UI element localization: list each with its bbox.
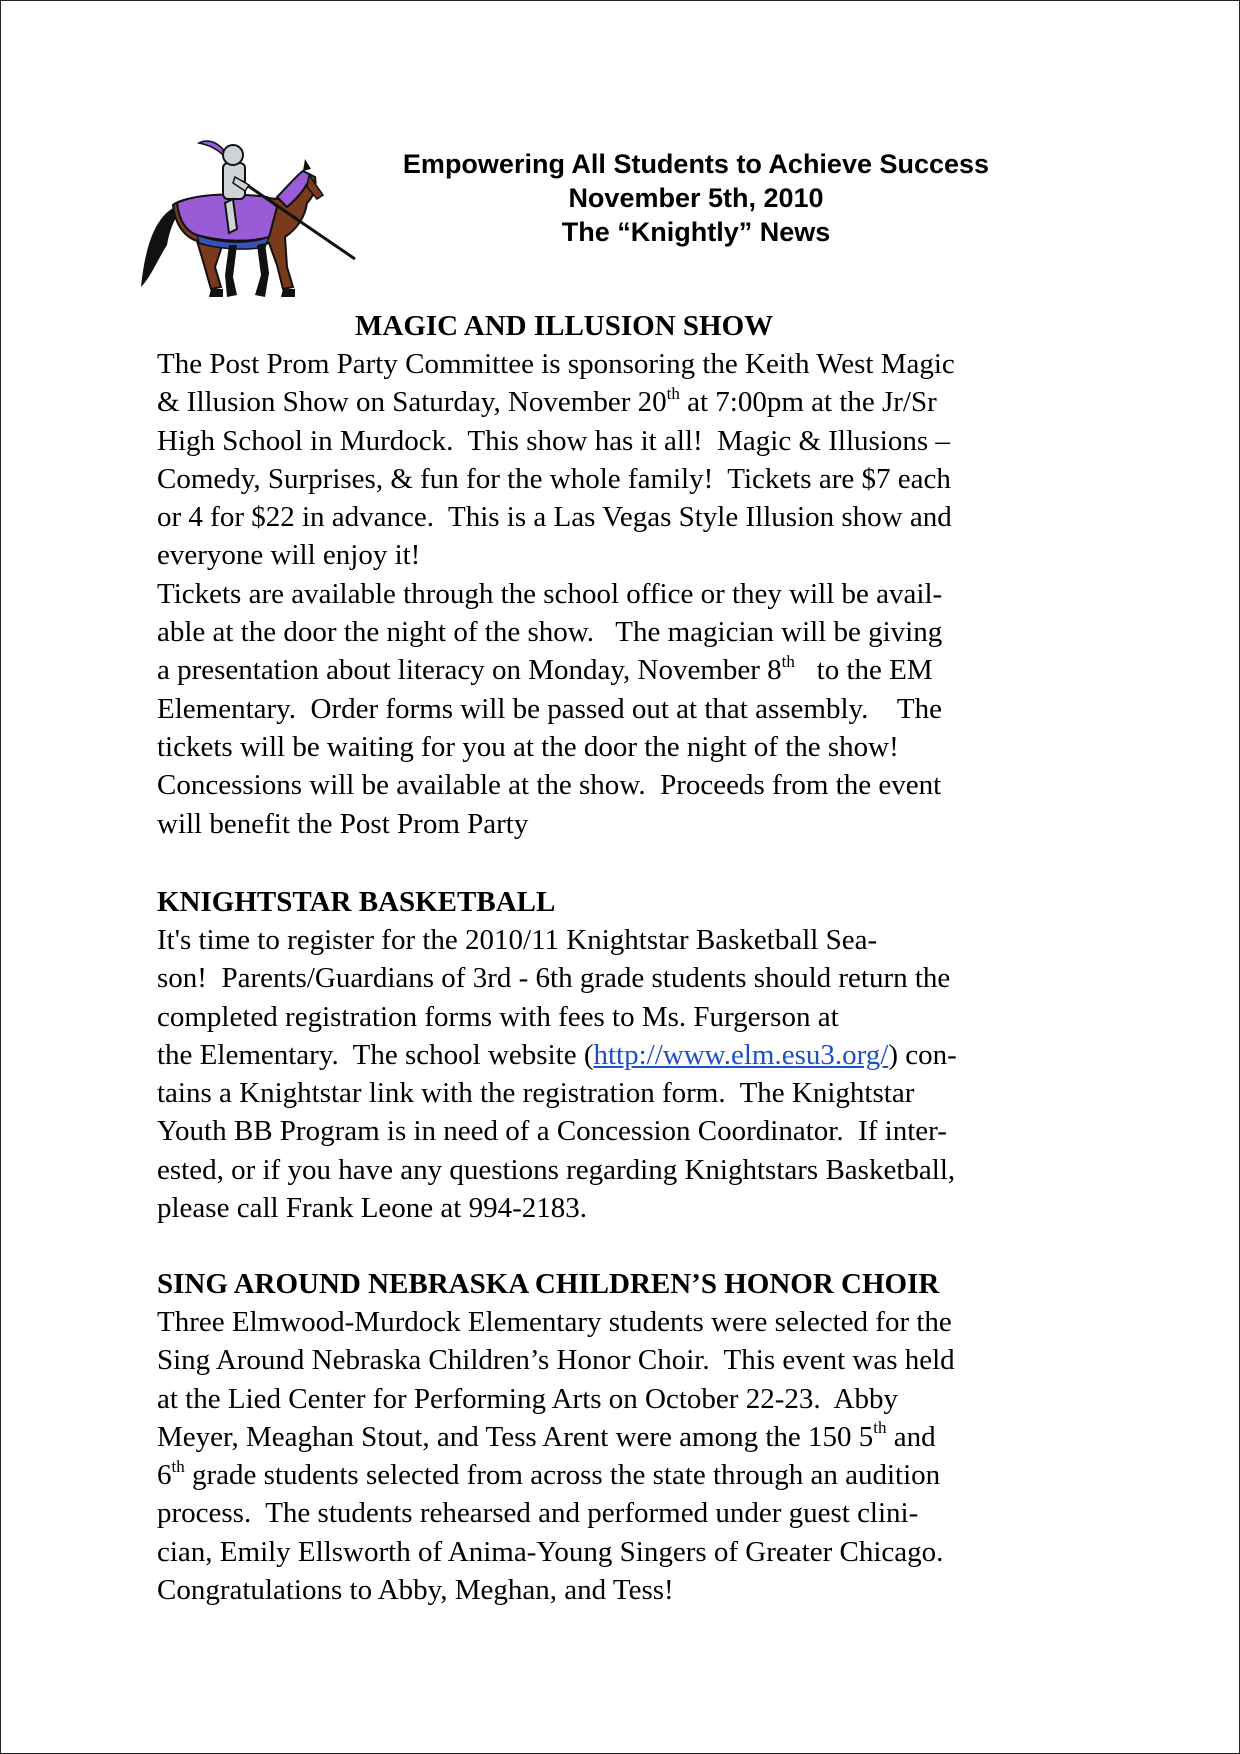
school-website-link[interactable]: http://www.elm.esu3.org/ — [593, 1038, 889, 1071]
knight-on-horse-icon — [137, 137, 359, 305]
choir-line: at the Lied Center for Performing Arts on October 22-23. Abby — [157, 1382, 898, 1415]
choir-article — [157, 1303, 1087, 1609]
basketball-article — [157, 921, 1087, 1227]
magic-line: a presentation about literacy on Monday, November 8th to the EM — [157, 651, 933, 687]
masthead-tagline: Empowering All Students to Achieve Success — [402, 149, 990, 179]
choir-line: Sing Around Nebraska Children’s Honor Choir. This event was held — [157, 1344, 955, 1377]
magic-line: or 4 for $22 in advance. This is a Las Vegas Style Illusion show and — [157, 501, 952, 534]
basketball-line: son! Parents/Guardians of 3rd - 6th grade students should return the — [157, 962, 951, 995]
magic-line: Tickets are available through the school office or they will be avail- — [157, 577, 943, 610]
choir-line: cian, Emily Ellsworth of Anima-Young Singers of Greater Chicago. — [157, 1535, 944, 1568]
choir-line: Congratulations to Abby, Meghan, and Tess! — [157, 1574, 674, 1607]
basketball-line: please call Frank Leone at 994-2183. — [157, 1192, 588, 1225]
magic-line: tickets will be waiting for you at the door the night of the show! — [157, 730, 899, 763]
magic-line: Elementary. Order forms will be passed out at that assembly. The — [157, 692, 942, 725]
basketball-line: the Elementary. The school website (http://www.elm.esu3.org/) con- — [157, 1038, 957, 1071]
magic-line: everyone will enjoy it! — [157, 539, 421, 572]
magic-article — [157, 345, 1087, 843]
magic-line: Concessions will be available at the show. Proceeds from the event — [157, 769, 942, 802]
choir-heading: SING AROUND NEBRASKA CHILDREN’S HONOR CHOIR — [157, 1268, 940, 1300]
masthead — [341, 147, 1051, 249]
magic-line: The Post Prom Party Committee is sponsoring the Keith West Magic — [157, 348, 955, 380]
masthead-date: November 5th, 2010 — [568, 183, 824, 213]
magic-line: High School in Murdock. This show has it all! Magic & Illusions – — [157, 424, 950, 457]
magic-line: & Illusion Show on Saturday, November 20th at 7:00pm at the Jr/Sr — [157, 383, 937, 419]
magic-line: able at the door the night of the show. The magician will be giving — [157, 616, 943, 649]
basketball-line: tains a Knightstar link with the registration form. The Knightstar — [157, 1077, 915, 1110]
basketball-line: completed registration forms with fees to Ms. Furgerson at — [157, 1000, 839, 1033]
basketball-line: Youth BB Program is in need of a Concession Coordinator. If inter- — [157, 1115, 947, 1148]
magic-line: Comedy, Surprises, & fun for the whole family! Tickets are $7 each — [157, 462, 951, 495]
basketball-line: ested, or if you have any questions regarding Knightstars Basketball, — [157, 1153, 956, 1186]
choir-line: process. The students rehearsed and performed under guest clini- — [157, 1497, 919, 1530]
choir-line: 6th grade students selected from across the state through an audition — [157, 1456, 941, 1492]
choir-line: Meyer, Meaghan Stout, and Tess Arent were among the 150 5th and — [157, 1418, 936, 1453]
magic-heading: MAGIC AND ILLUSION SHOW — [355, 310, 774, 342]
choir-line: Three Elmwood-Murdock Elementary students were selected for the — [157, 1306, 952, 1338]
masthead-title: The “Knightly” News — [561, 217, 831, 247]
basketball-heading: KNIGHTSTAR BASKETBALL — [157, 886, 556, 918]
magic-line: will benefit the Post Prom Party — [157, 807, 529, 840]
basketball-line: It's time to register for the 2010/11 Knightstar Basketball Sea- — [157, 924, 878, 956]
